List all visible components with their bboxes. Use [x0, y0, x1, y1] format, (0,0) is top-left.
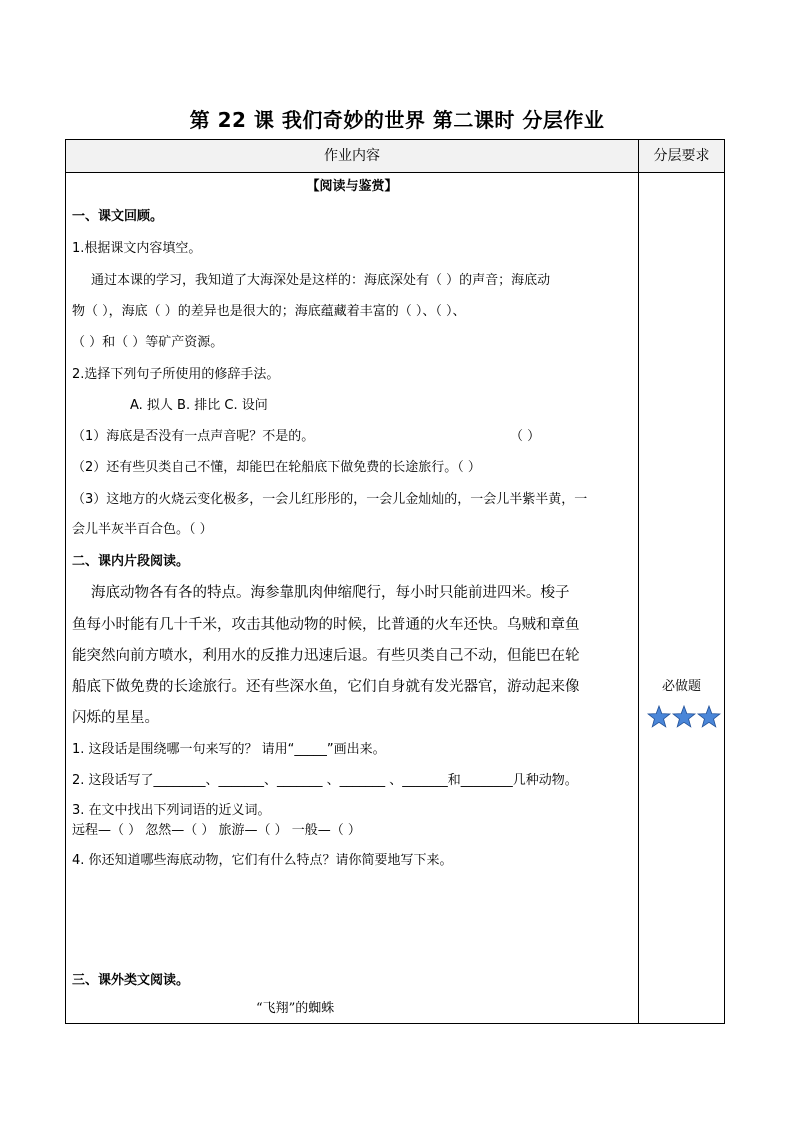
- star-rating: [647, 705, 721, 729]
- part1-q2-sentence2: （2）还有些贝类自己不懂，却能巴在轮船底下做免费的长途旅行。（ ）: [72, 460, 481, 475]
- part2-q4: 4. 你还知道哪些海底动物，它们有什么特点？请你简要地写下来。: [72, 853, 453, 868]
- part1-q1-line2: 物（ ），海底（ ）的差异也是很大的；海底蕴藏着丰富的（ ）、（ ）、: [72, 304, 466, 319]
- part1-q2-options: A. 拟人 B. 排比 C. 设问: [130, 398, 268, 413]
- star-icon: [673, 706, 695, 727]
- requirement-label: 必做题: [661, 679, 701, 694]
- part1-q2-sentence1-blank: （ ）: [510, 429, 541, 444]
- table-header: [66, 140, 724, 173]
- part2-heading: 二、课内片段阅读。: [72, 554, 190, 569]
- part1-q2-sentence1: （1）海底是否没有一点声音呢？不是的。: [72, 429, 315, 444]
- passage-line: 鱼每小时能有几十千米，攻击其他动物的时候，比普通的火车还快。乌贼和章鱼: [72, 617, 580, 633]
- part1-q1-line1: 通过本课的学习，我知道了大海深处是这样的：海底深处有（ ）的声音；海底动: [91, 273, 551, 288]
- homework-table: [65, 139, 725, 1024]
- passage-line: 能突然向前方喷水，利用水的反推力迅速后退。有些贝类自己不动，但能巴在轮: [72, 648, 580, 664]
- section-heading: 【阅读与鉴赏】: [306, 179, 398, 194]
- header-content-column: 作业内容: [324, 148, 380, 164]
- header-requirement-column: 分层要求: [653, 148, 710, 164]
- passage-line: 闪烁的星星。: [72, 710, 159, 726]
- part1-q2-label: 2.选择下列句子所使用的修辞手法。: [72, 367, 280, 382]
- passage-line: 海底动物各有各的特点。海参靠肌肉伸缩爬行，每小时只能前进四米。梭子: [91, 585, 570, 601]
- part1-heading: 一、课文回顾。: [72, 209, 164, 224]
- part3-heading: 三、课外类文阅读。: [72, 973, 190, 988]
- part1-q2-sentence3-line2: 会儿半灰半百合色。（ ）: [72, 522, 213, 537]
- star-icon: [648, 706, 670, 727]
- column-divider: [638, 140, 639, 1023]
- passage-line: 船底下做免费的长途旅行。还有些深水鱼，它们自身就有发光器官，游动起来像: [72, 679, 580, 695]
- article-title: “飞翔”的蜘蛛: [256, 1001, 335, 1016]
- part1-q1-label: 1.根据课文内容填空。: [72, 241, 202, 256]
- part1-q2-sentence3-line1: （3）这地方的火烧云变化极多，一会儿红彤彤的，一会儿金灿灿的，一会儿半紫半黄，一: [72, 492, 588, 507]
- part2-q2: 2. 这段话写了________、_______、_______ 、_______ 、_______和________几种动物。: [72, 773, 578, 788]
- part2-q3: 3. 在文中找出下列词语的近义词。: [72, 803, 271, 818]
- part2-q1: 1. 这段话是围绕哪一句来写的？ 请用“_____”画出来。: [72, 742, 386, 757]
- page-title: 第 22 课 我们奇妙的世界 第二课时 分层作业: [189, 108, 605, 132]
- part2-q3-words: 远程—（ ） 忽然—（ ） 旅游—（ ） 一般—（ ）: [72, 823, 361, 838]
- part1-q1-line3: （ ）和（ ）等矿产资源。: [72, 335, 224, 350]
- star-icon: [698, 706, 720, 727]
